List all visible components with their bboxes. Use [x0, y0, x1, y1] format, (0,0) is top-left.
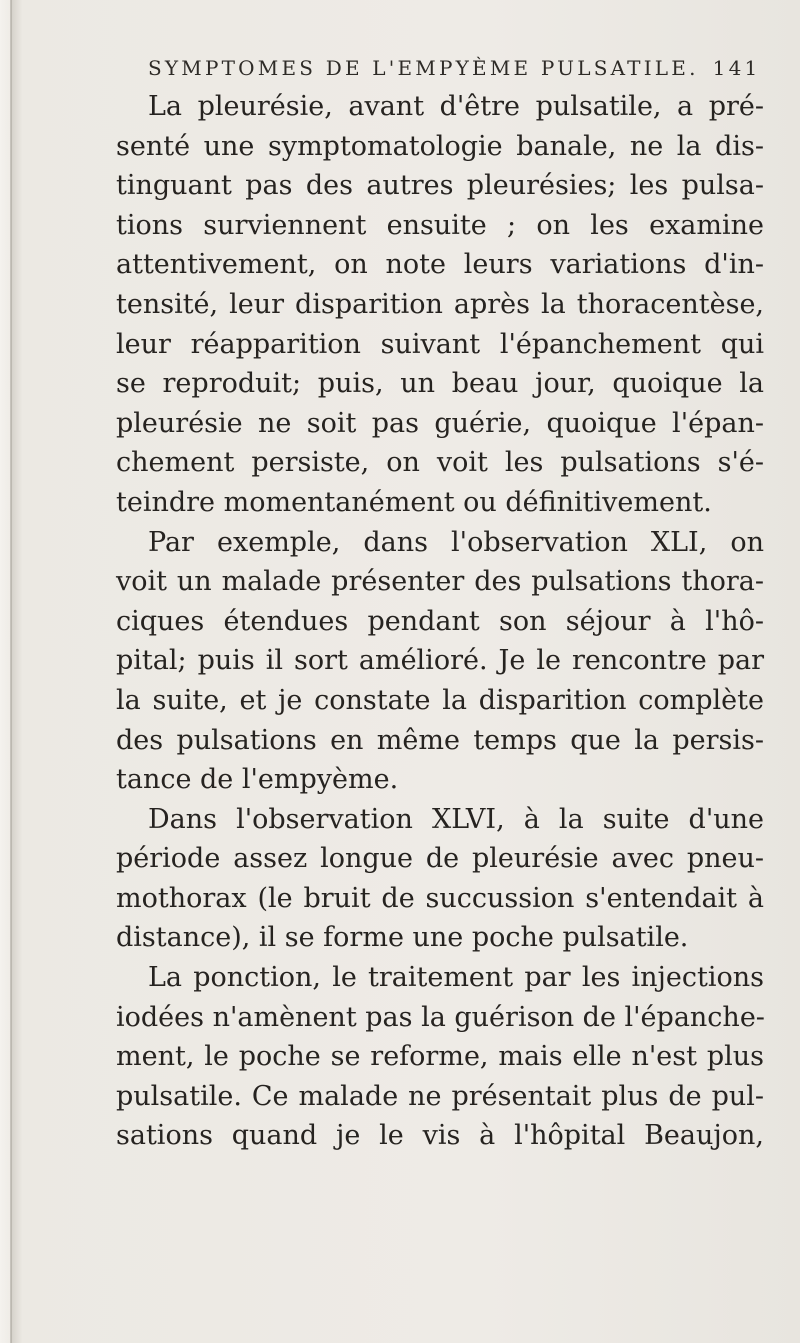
text-line: distance), il se forme une poche pulsatile. — [116, 922, 689, 954]
text-line: La ponction, le traitement par les injections — [148, 962, 764, 994]
text-line: pulsatile. Ce malade ne présentait plus de pul- — [116, 1080, 764, 1112]
text-line: senté une symptomatologie banale, ne la dis- — [116, 130, 764, 162]
text-line: voit un malade présenter des pulsations thora- — [116, 566, 764, 598]
text-line: Dans l'observation XLVI, à la suite d'une — [148, 803, 764, 835]
text-line: la suite, et je constate la disparition complète — [116, 684, 764, 716]
text-line: période assez longue de pleurésie avec pneu- — [116, 843, 764, 875]
text-line: pleurésie ne soit pas guérie, quoique l'épan- — [116, 407, 764, 439]
text-line: tions surviennent ensuite ; on les examine — [116, 209, 764, 241]
text-line: iodées n'amènent pas la guérison de l'épanche- — [116, 1001, 765, 1033]
text-line: leur réapparition suivant l'épanchement qui — [116, 328, 764, 360]
page-number: 141 — [712, 56, 761, 80]
text-line: mothorax (le bruit de succussion s'entendait à — [116, 882, 764, 914]
running-head-title: SYMPTOMES DE L'EMPYÈME PULSATILE. — [148, 56, 699, 80]
text-line: tance de l'empyème. — [116, 764, 399, 796]
text-line: ment, le poche se reforme, mais elle n'est plus — [116, 1041, 764, 1073]
text-line: tinguant pas des autres pleurésies; les pulsa- — [116, 170, 764, 202]
text-line: chement persiste, on voit les pulsations s'é- — [116, 447, 764, 479]
text-line: teindre momentanément ou définitivement. — [116, 486, 712, 518]
text-line: pital; puis il sort amélioré. Je le rencontre par — [116, 645, 764, 677]
text-line: des pulsations en même temps que la persis- — [116, 724, 764, 756]
running-head — [148, 56, 788, 80]
text-line: Par exemple, dans l'observation XLI, on — [148, 526, 764, 558]
text-line: se reproduit; puis, un beau jour, quoique la — [116, 368, 764, 400]
page-binding-edge — [0, 0, 22, 1343]
text-line: sations quand je le vis à l'hôpital Beaujon, — [116, 1120, 764, 1152]
text-line: ciques étendues pendant son séjour à l'hô- — [116, 605, 764, 637]
text-line: La pleurésie, avant d'être pulsatile, a pré- — [148, 91, 764, 122]
text-line: attentivement, on note leurs variations d'in- — [116, 249, 764, 281]
text-line: tensité, leur disparition après la thoracentèse, — [116, 288, 764, 320]
body-text — [116, 87, 764, 1156]
